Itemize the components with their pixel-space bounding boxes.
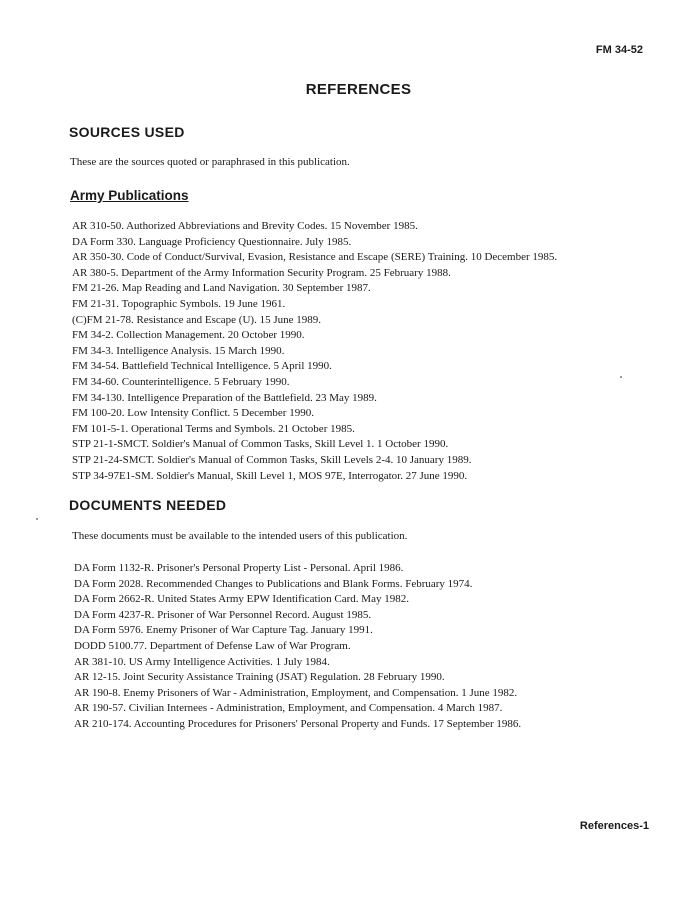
- scan-speck: [620, 376, 622, 378]
- reference-item: STP 34-97E1-SM. Soldier's Manual, Skill Level 1, MOS 97E, Interrogator. 27 June 1990.: [72, 469, 468, 482]
- reference-item: FM 34-3. Intelligence Analysis. 15 March 1990.: [72, 344, 285, 357]
- army-publications-list: [72, 219, 557, 484]
- reference-item: DA Form 1132-R. Prisoner's Personal Property List - Personal. April 1986.: [74, 562, 404, 574]
- reference-item: AR 190-57. Civilian Internees - Administration, Employment, and Compensation. 4 March 1987.: [74, 702, 503, 715]
- sources-used-intro: These are the sources quoted or paraphrased in this publication.: [70, 156, 350, 168]
- documents-needed-intro: These documents must be available to the intended users of this publication.: [72, 530, 408, 542]
- page-footer-label: References-1: [579, 820, 649, 832]
- reference-item: DODD 5100.77. Department of Defense Law of War Program.: [74, 639, 351, 652]
- reference-item: AR 381-10. US Army Intelligence Activities. 1 July 1984.: [74, 655, 330, 668]
- documents-needed-list: [74, 561, 521, 733]
- reference-item: DA Form 330. Language Proficiency Questionnaire. July 1985.: [72, 235, 352, 248]
- reference-item: AR 380-5. Department of the Army Information Security Program. 25 February 1988.: [72, 266, 451, 279]
- reference-item: DA Form 4237-R. Prisoner of War Personnel Record. August 1985.: [74, 608, 372, 621]
- reference-item: FM 34-130. Intelligence Preparation of the Battlefield. 23 May 1989.: [72, 391, 377, 404]
- reference-item: AR 210-174. Accounting Procedures for Prisoners' Personal Property and Funds. 17 September 1986.: [74, 717, 522, 730]
- reference-item: FM 34-54. Battlefield Technical Intelligence. 5 April 1990.: [72, 360, 332, 373]
- reference-item: STP 21-24-SMCT. Soldier's Manual of Common Tasks, Skill Levels 2-4. 10 January 1989.: [72, 453, 472, 466]
- sources-used-heading: SOURCES USED: [69, 124, 185, 140]
- army-publications-heading: Army Publications: [70, 188, 189, 203]
- scan-speck: [36, 518, 38, 520]
- reference-item: AR 350-30. Code of Conduct/Survival, Evasion, Resistance and Escape (SERE) Training. 10 December 1985.: [72, 251, 558, 264]
- reference-item: STP 21-1-SMCT. Soldier's Manual of Common Tasks, Skill Level 1. 1 October 1990.: [72, 438, 449, 451]
- reference-item: FM 100-20. Low Intensity Conflict. 5 December 1990.: [72, 407, 314, 420]
- reference-item: DA Form 2028. Recommended Changes to Publications and Blank Forms. February 1974.: [74, 577, 473, 590]
- reference-item: AR 12-15. Joint Security Assistance Training (JSAT) Regulation. 28 February 1990.: [74, 671, 445, 684]
- page-title: REFERENCES: [305, 81, 412, 98]
- reference-item: FM 101-5-1. Operational Terms and Symbols. 21 October 1985.: [72, 422, 355, 435]
- reference-item: FM 21-31. Topographic Symbols. 19 June 1961.: [72, 297, 286, 310]
- documents-needed-heading: DOCUMENTS NEEDED: [69, 497, 227, 513]
- document-id: FM 34-52: [595, 44, 643, 56]
- reference-item: DA Form 5976. Enemy Prisoner of War Capture Tag. January 1991.: [74, 624, 373, 637]
- reference-item: FM 34-2. Collection Management. 20 October 1990.: [72, 329, 305, 342]
- reference-item: AR 310-50. Authorized Abbreviations and Brevity Codes. 15 November 1985.: [72, 220, 418, 232]
- reference-item: FM 34-60. Counterintelligence. 5 February 1990.: [72, 375, 290, 388]
- reference-item: AR 190-8. Enemy Prisoners of War - Administration, Employment, and Compensation. 1 June 1982.: [74, 686, 518, 699]
- reference-item: DA Form 2662-R. United States Army EPW Identification Card. May 1982.: [74, 593, 409, 606]
- reference-item: FM 21-26. Map Reading and Land Navigation. 30 September 1987.: [72, 282, 371, 295]
- reference-item: (C)FM 21-78. Resistance and Escape (U). 15 June 1989.: [72, 313, 321, 326]
